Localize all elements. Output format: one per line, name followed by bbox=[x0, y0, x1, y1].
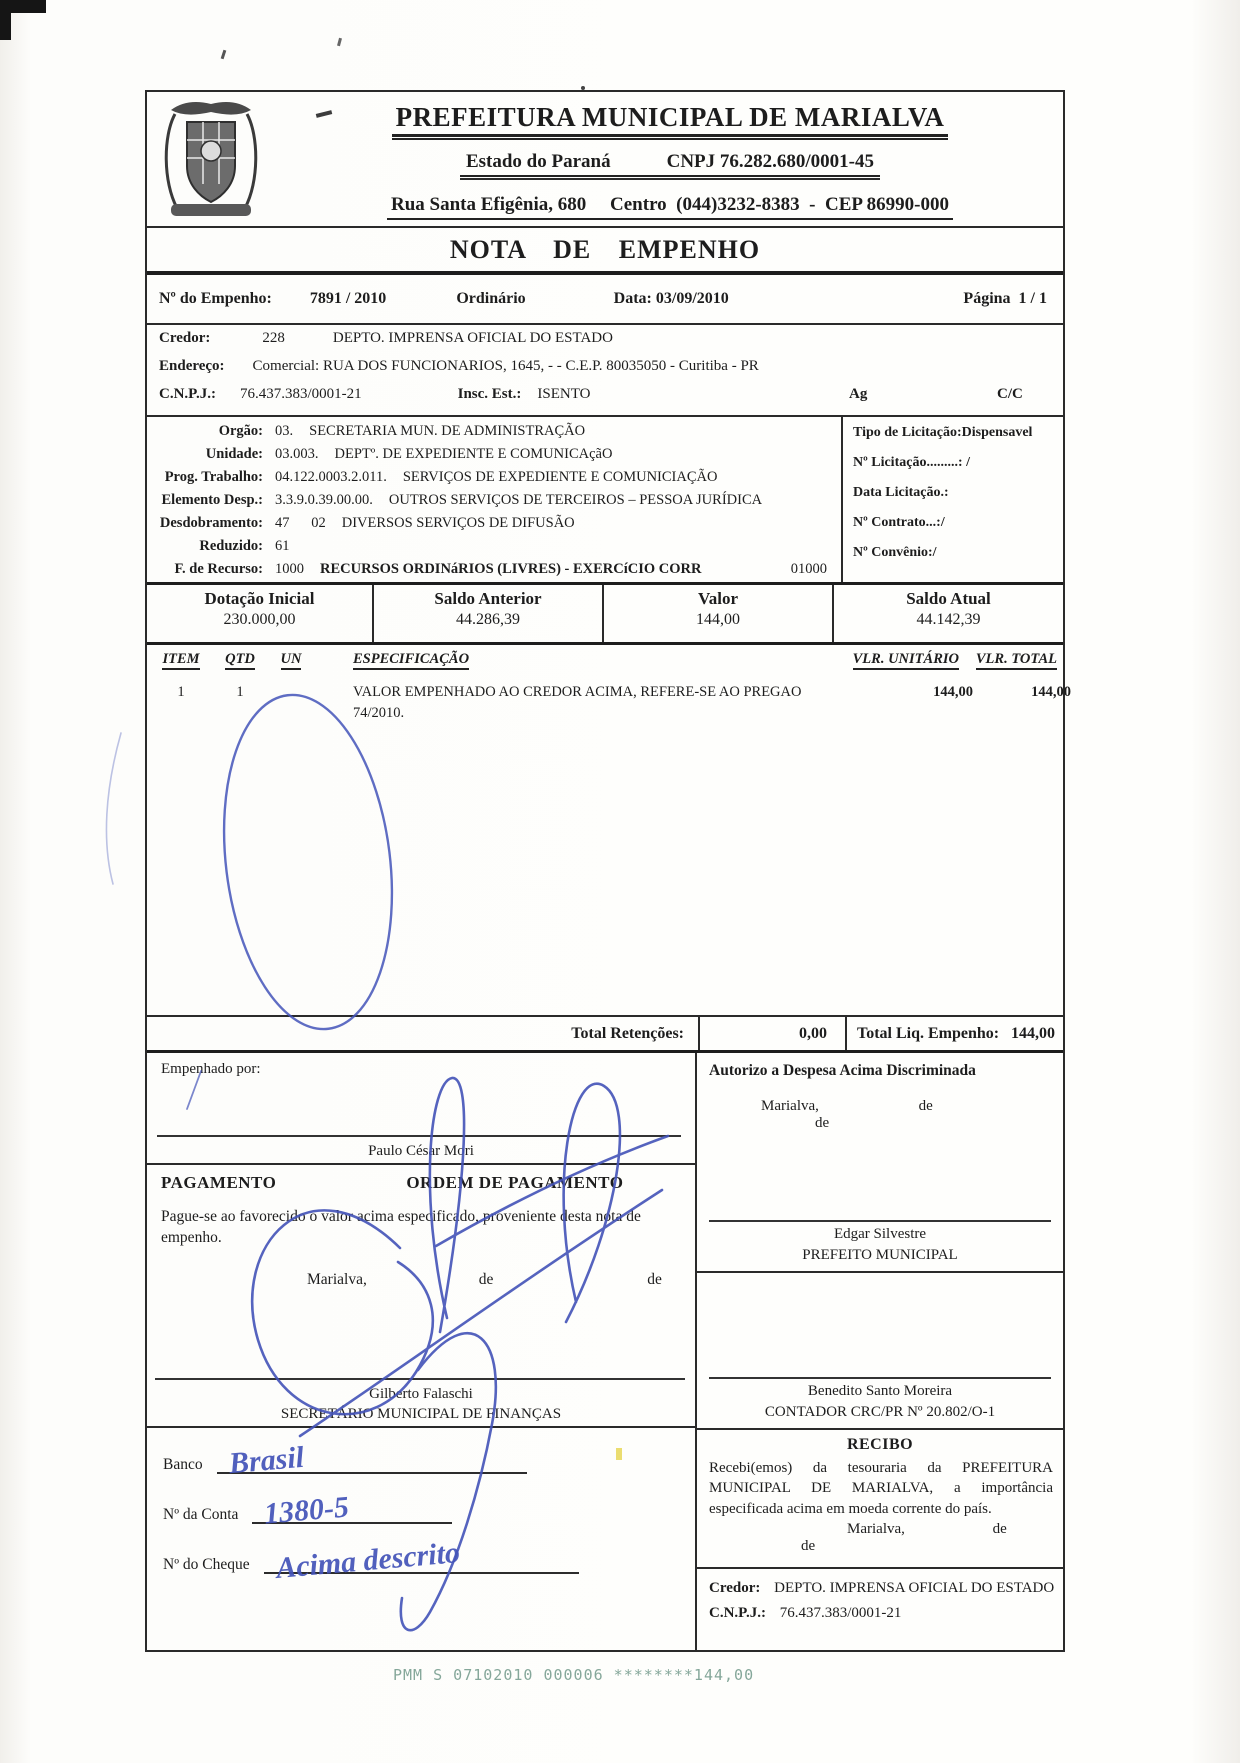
tipo-licitacao: Tipo de Licitação:Dispensavel bbox=[853, 425, 1033, 440]
recibo-credor-label: Credor: bbox=[709, 1579, 761, 1596]
cheque-handwriting: Acima descrito bbox=[274, 1536, 461, 1585]
cheque-fill-line bbox=[264, 1536, 579, 1585]
budget-row-prog-trabalho: Prog. Trabalho: 04.122.0003.2.011. SERVIÇOS DE EXPEDIENTE E COMUNICIAÇÃO bbox=[164, 469, 718, 485]
budget-row-orgao: Orgão: 03. SECRETARIA MUN. DE ADMINISTRAÇÃO bbox=[218, 423, 586, 439]
secretario-signature-block bbox=[147, 1384, 695, 1425]
conta-label: Nº da Conta bbox=[163, 1506, 239, 1523]
pague-se-text: Pague-se ao favorecido o valor acima especificado, proveniente desta nota de empenho. bbox=[161, 1208, 641, 1246]
item-vlr-total: 144,00 bbox=[1031, 684, 1071, 700]
retencoes-row bbox=[147, 1017, 1063, 1053]
contador-name: Benedito Santo Moreira bbox=[807, 1383, 953, 1399]
prefeito-title: PREFEITO MUNICIPAL bbox=[802, 1247, 958, 1263]
conta-corrente-label: C/C bbox=[997, 386, 1023, 402]
cheque-field bbox=[163, 1536, 695, 1585]
saldo-anterior-cell: Saldo Anterior 44.286,39 bbox=[372, 585, 602, 642]
right-column bbox=[695, 1053, 1063, 1650]
empenho-number-label: Nº do Empenho: bbox=[159, 290, 272, 307]
marialva-date-line: Marialva, de de bbox=[761, 1098, 933, 1131]
recibo-cnpj-label: C.N.P.J.: bbox=[709, 1604, 766, 1621]
signature-line bbox=[709, 1377, 1051, 1379]
recibo-credor-value: DEPTO. IMPRENSA OFICIAL DO ESTADO bbox=[774, 1579, 1055, 1596]
credor-label: Credor: bbox=[159, 330, 211, 346]
signature-line bbox=[709, 1220, 1051, 1222]
dot-matrix-footer: PMM S 07102010 000006 ********144,00 bbox=[393, 1666, 755, 1684]
document-title: NOTA DE EMPENHO bbox=[147, 228, 1063, 275]
licitacao-column bbox=[841, 417, 1063, 582]
header-line2 bbox=[460, 151, 880, 177]
item-number: 1 bbox=[177, 684, 185, 700]
valor-cell: Valor 144,00 bbox=[602, 585, 832, 642]
state-label: Estado do Paraná bbox=[465, 151, 611, 172]
autorizo-text: Autorizo a Despesa Acima Discriminada bbox=[709, 1062, 976, 1079]
nota-de-empenho-form bbox=[145, 90, 1071, 1652]
agencia-label: Ag bbox=[849, 386, 868, 402]
item-spec: VALOR EMPENHADO AO CREDOR ACIMA, REFERE-SE AO PREGAO 74/2010. bbox=[353, 684, 802, 722]
cnpj-label: CNPJ 76.282.680/0001-45 bbox=[666, 151, 875, 172]
empenho-number-value: 7891 / 2010 bbox=[309, 290, 387, 307]
page-indicator: Página 1 / 1 bbox=[963, 290, 1047, 307]
empenho-date: Data: 03/09/2010 bbox=[613, 290, 729, 307]
num-convenio: Nº Convênio:/ bbox=[853, 545, 937, 560]
credor-section bbox=[147, 325, 1063, 417]
recibo-credor-block bbox=[697, 1567, 1063, 1626]
endereco-value: Comercial: RUA DOS FUNCIONARIOS, 1645, - - C.E.P. 80035050 - Curitiba - PR bbox=[252, 358, 759, 374]
insc-est-label: Insc. Est.: bbox=[457, 386, 522, 402]
empenho-number-row bbox=[147, 275, 1063, 325]
contador-signature-block bbox=[697, 1377, 1063, 1430]
cnpj-label: C.N.P.J.: bbox=[159, 386, 216, 402]
saldo-atual-cell: Saldo Atual 44.142,39 bbox=[832, 585, 1063, 642]
endereco-label: Endereço: bbox=[159, 358, 225, 374]
credor-code: 228 bbox=[262, 330, 285, 346]
items-table bbox=[147, 645, 1071, 1017]
conta-field bbox=[163, 1490, 695, 1531]
num-licitacao: Nº Licitação.........: / bbox=[853, 455, 970, 470]
scan-speck bbox=[337, 38, 342, 47]
recibo-title: RECIBO bbox=[846, 1436, 914, 1453]
scan-corner-artifact bbox=[0, 0, 11, 40]
total-retencoes-value: 0,00 bbox=[700, 1017, 847, 1050]
items-header-row: ITEM QTD UN ESPECIFICAÇÃO VLR. UNITÁRIO VLR. TOTAL bbox=[147, 645, 1063, 668]
conta-fill-line bbox=[252, 1490, 452, 1531]
item-vlr-unitario: 144,00 bbox=[933, 684, 973, 700]
left-column bbox=[147, 1053, 695, 1650]
prefeito-name: Edgar Silvestre bbox=[833, 1226, 927, 1242]
prefeito-signature-block bbox=[697, 1220, 1063, 1273]
prefeitura-title: PREFEITURA MUNICIPAL DE MARIALVA bbox=[392, 102, 949, 137]
banco-field bbox=[163, 1440, 695, 1481]
banco-label: Banco bbox=[163, 1456, 203, 1473]
budget-row-unidade: Unidade: 03.003. DEPTº. DE EXPEDIENTE E COMUNICAçãO bbox=[205, 446, 613, 462]
budget-section bbox=[147, 417, 1063, 585]
recibo-date-line: Marialva, de de bbox=[801, 1520, 1007, 1554]
budget-classification bbox=[147, 417, 841, 582]
banco-fill-line bbox=[217, 1440, 527, 1481]
secretario-name: Gilberto Falaschi bbox=[369, 1385, 473, 1402]
dotacao-inicial-cell: Dotação Inicial 230.000,00 bbox=[204, 589, 315, 628]
signature-line bbox=[157, 1135, 681, 1137]
recibo-cnpj-value: 76.437.383/0001-21 bbox=[779, 1604, 902, 1621]
budget-row-desdobramento: Desdobramento: 47 02 DIVERSOS SERVIÇOS DE DIFUSÃO bbox=[159, 515, 575, 531]
ordem-pagamento-title: ORDEM DE PAGAMENTO bbox=[406, 1173, 624, 1192]
credor-name: DEPTO. IMPRENSA OFICIAL DO ESTADO bbox=[332, 330, 613, 346]
form-header bbox=[147, 92, 1063, 228]
scan-speck bbox=[221, 50, 227, 59]
address-line: Rua Santa Efigênia, 680 Centro (044)3232-8383 - CEP 86990-000 bbox=[387, 194, 953, 220]
signatures-section bbox=[147, 1053, 1063, 1650]
totals-row bbox=[147, 585, 1063, 645]
contador-title: CONTADOR CRC/PR Nº 20.802/O-1 bbox=[764, 1404, 996, 1420]
item-row bbox=[147, 682, 1071, 724]
pagamento-box bbox=[147, 1165, 695, 1428]
cnpj-value: 76.437.383/0001-21 bbox=[239, 386, 362, 402]
marialva-date-line: Marialva, de de bbox=[307, 1270, 662, 1288]
recibo-text: Recebi(emos) da tesouraria da PREFEITURA MUNICIPAL DE MARIALVA, a importância especificada acima em moeda corrente do país. bbox=[709, 1460, 1053, 1517]
data-licitacao: Data Licitação.: bbox=[853, 485, 949, 500]
banco-handwriting: Brasil bbox=[227, 1440, 305, 1481]
num-contrato: Nº Contrato...:/ bbox=[853, 515, 945, 530]
empenhado-por-name: Paulo César Mori bbox=[368, 1143, 474, 1159]
coat-of-arms-logo bbox=[157, 96, 265, 222]
insc-est-value: ISENTO bbox=[537, 386, 591, 402]
banking-fields bbox=[147, 1428, 695, 1650]
budget-row-elemento: Elemento Desp.: 3.3.9.0.39.00.00. OUTROS SERVIÇOS DE TERCEIROS – PESSOA JURÍDICA bbox=[161, 492, 763, 508]
empenho-type: Ordinário bbox=[456, 290, 526, 307]
cheque-label: Nº do Cheque bbox=[163, 1556, 250, 1573]
total-retencoes-label: Total Retenções: bbox=[147, 1017, 700, 1050]
secretario-title: SECRETÁRIO MUNICIPAL DE FINANÇAS bbox=[280, 1405, 562, 1422]
item-qty: 1 bbox=[236, 684, 244, 700]
signature-line bbox=[155, 1378, 685, 1380]
empenhado-por-box bbox=[147, 1053, 695, 1165]
total-liq-empenho: Total Liq. Empenho: 144,00 bbox=[857, 1024, 1055, 1042]
empenhado-por-label: Empenhado por: bbox=[161, 1061, 261, 1077]
budget-row-recurso: F. de Recurso: 1000 RECURSOS ORDINáRIOS (LIVRES) - EXERCíCIO CORR 01000 bbox=[174, 561, 827, 577]
pagamento-title: PAGAMENTO bbox=[161, 1173, 277, 1192]
budget-row-reduzido: Reduzido: 61 bbox=[199, 538, 290, 554]
conta-handwriting: 1380-5 bbox=[263, 1490, 351, 1531]
